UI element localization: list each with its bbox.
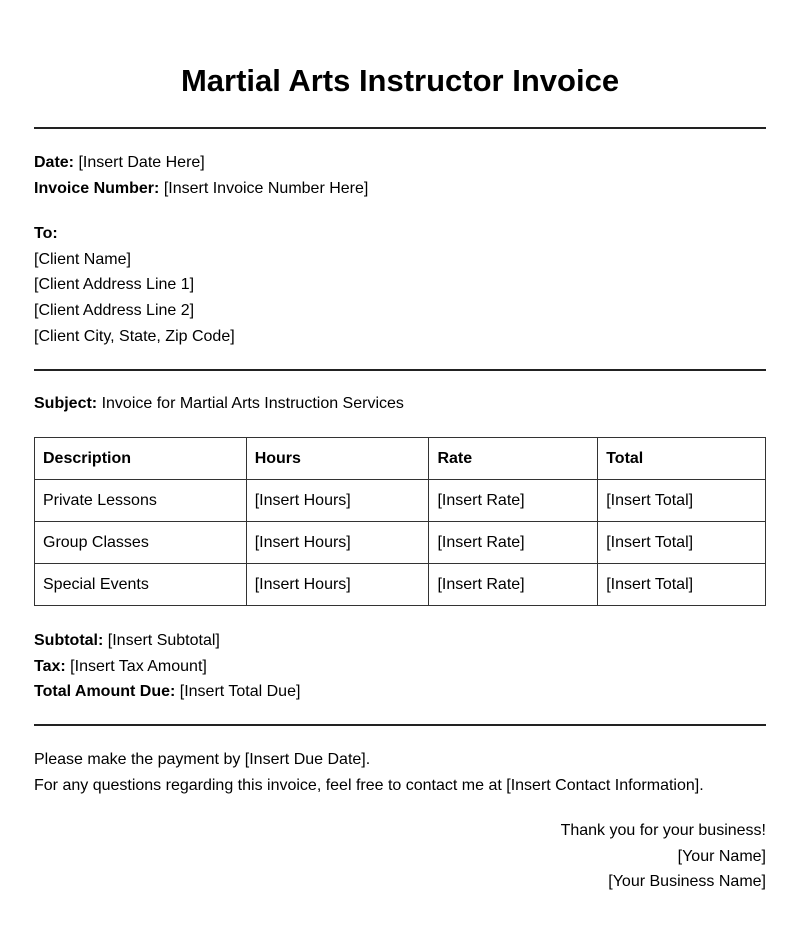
header-description: Description <box>35 438 247 480</box>
subtotal-row <box>34 631 220 651</box>
cell-description: Group Classes <box>35 522 247 564</box>
to-label-row <box>34 224 58 244</box>
header-total: Total <box>598 438 766 480</box>
table-row <box>35 564 766 606</box>
thanks-note: Thank you for your business! <box>560 822 766 839</box>
subtotal-value: [Insert Subtotal] <box>107 632 220 649</box>
business-name: [Your Business Name] <box>608 873 766 890</box>
cell-total: [Insert Total] <box>598 564 766 606</box>
services-table <box>34 437 766 606</box>
your-name: [Your Name] <box>677 848 766 865</box>
table-row <box>35 522 766 564</box>
cell-total: [Insert Total] <box>598 480 766 522</box>
cell-rate: [Insert Rate] <box>429 480 598 522</box>
cell-hours: [Insert Hours] <box>246 564 429 606</box>
header-rate: Rate <box>429 438 598 480</box>
cell-total: [Insert Total] <box>598 522 766 564</box>
payment-note: Please make the payment by [Insert Due Date]. <box>34 751 371 768</box>
cell-hours: [Insert Hours] <box>246 522 429 564</box>
divider-top <box>34 127 766 129</box>
total-due-value: [Insert Total Due] <box>179 683 301 700</box>
header-hours: Hours <box>246 438 429 480</box>
tax-label: Tax: <box>34 658 66 675</box>
tax-value: [Insert Tax Amount] <box>70 658 207 675</box>
subject-label: Subject: <box>34 395 98 412</box>
contact-note: For any questions regarding this invoice, feel free to contact me at [Insert Contact Information]. <box>34 777 704 794</box>
subject-row <box>34 394 404 414</box>
date-label: Date: <box>34 154 75 171</box>
invoice-number-row <box>34 179 368 199</box>
cell-rate: [Insert Rate] <box>429 564 598 606</box>
tax-row <box>34 657 207 677</box>
cell-rate: [Insert Rate] <box>429 522 598 564</box>
date-value: [Insert Date Here] <box>78 154 205 171</box>
cell-hours: [Insert Hours] <box>246 480 429 522</box>
client-address-line-1: [Client Address Line 1] <box>34 276 195 293</box>
client-city-state-zip: [Client City, State, Zip Code] <box>34 328 235 345</box>
date-row <box>34 153 205 173</box>
table-header-row <box>35 438 766 480</box>
cell-description: Private Lessons <box>35 480 247 522</box>
to-label: To: <box>34 225 58 242</box>
client-name: [Client Name] <box>34 251 131 268</box>
divider-middle <box>34 369 766 371</box>
table-row <box>35 480 766 522</box>
subtotal-label: Subtotal: <box>34 632 104 649</box>
cell-description: Special Events <box>35 564 247 606</box>
invoice-title: Martial Arts Instructor Invoice <box>180 63 620 98</box>
subject-value: Invoice for Martial Arts Instruction Services <box>101 395 404 412</box>
invoice-number-label: Invoice Number: <box>34 180 160 197</box>
total-due-row <box>34 682 300 702</box>
divider-bottom <box>34 724 766 726</box>
total-due-label: Total Amount Due: <box>34 683 176 700</box>
invoice-number-value: [Insert Invoice Number Here] <box>163 180 369 197</box>
client-address-line-2: [Client Address Line 2] <box>34 302 195 319</box>
